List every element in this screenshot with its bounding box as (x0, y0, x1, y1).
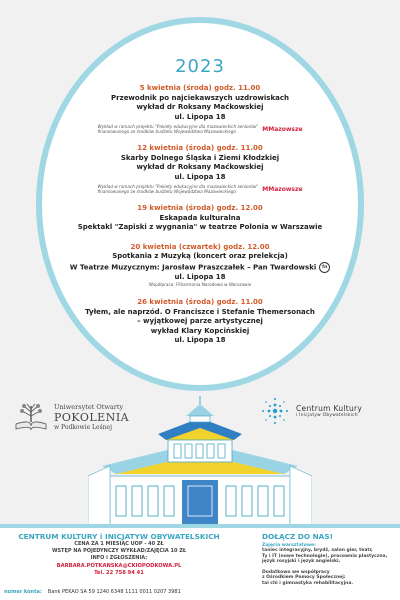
event-lecturer: wykład Klary Kopcińskiej (150, 326, 250, 335)
price-single: WSTĘP NA POJEDYNCZY WYKŁAD/ZAJĘCIA 10 ZŁ (51, 548, 187, 554)
ck-line1: Centrum Kultury (296, 404, 363, 413)
funding-note: Wykład w ramach projektu "Pakiety edukacyjne dla mazowieckich seniorów" finansowanego ze środków budżetu Województwa Mazowieckiego ⅯMazowsze (97, 124, 303, 134)
event-title: Eskapada kulturalna (159, 213, 241, 222)
event-subtitle: W Teatrze Muzycznym: Jarosław Praszczałek – Pan Twardowski fn (50, 262, 350, 273)
uo-line3: w Podkowie Leśnej (54, 424, 112, 431)
event-subtitle: – wyjątkowej parze artystycznej (137, 317, 263, 325)
event-title: Przewodnik po najciekawszych uzdrowiskach (111, 93, 289, 102)
event-address: ul. Lipopa 18 (174, 112, 226, 121)
mazowsze-logo: ⅯMazowsze (262, 125, 303, 133)
event-list (50, 84, 350, 356)
event-item (50, 298, 350, 346)
event-date: 20 kwietnia (czwartek) godz. 12.00 (130, 242, 270, 251)
workshops-heading: Zajęcia warsztatowe: (262, 543, 316, 548)
contact-phone[interactable]: Tel. 22 758 94 41 (94, 570, 144, 576)
footer (0, 524, 400, 600)
ck-line2: i Inicjatyw Obywatelskich (296, 413, 358, 418)
event-item (50, 204, 350, 233)
event-item (50, 144, 350, 194)
event-date: 19 kwietnia (środa) godz. 12.00 (137, 204, 263, 212)
event-date: 26 kwietnia (środa) godz. 11.00 (137, 298, 263, 306)
event-lecturer: wykład dr Roksany Maćkowskiej (136, 103, 264, 111)
info-label: INFO i ZGŁOSZENIA: (90, 555, 148, 561)
footer-join: DOŁĄCZ DO NAS! Zajęcia warsztatowe: taniec integracyjny, brydż, salon gier, teatr, Ty i IT (nowe technologie), pracownia plastyczna, język rosyjski i język angielski. Dodatkowo we współpracy z Ośrodkiem Pomocy Społecznej: tai chi i gimnastyka rehabilitacyjna. (262, 532, 398, 587)
cooperation-note: Współpraca: Filharmonia Narodowa w Warszawie (148, 282, 252, 287)
uo-line2: POKOLENIA (54, 411, 130, 424)
event-lecturer: wykład dr Roksany Maćkowskiej (136, 163, 264, 171)
bank-label: numer konta: (4, 589, 42, 595)
filharmonia-logo-icon: fn (319, 262, 330, 273)
event-title: Skarby Dolnego Śląska i Ziemi Kłodzkiej (120, 153, 280, 162)
event-title: Spotkania z Muzyką (koncert oraz prelekcja) (112, 252, 288, 260)
bank-account (4, 589, 181, 595)
footer-title: CENTRUM KULTURY i INICJATYW OBYWATELSKICH (18, 532, 220, 541)
event-address: ul. Lipopa 18 (174, 172, 226, 181)
event-title: Tyłem, ale naprzód. O Franciszce i Stefanie Themersonach (85, 307, 315, 316)
event-address: ul. Lipopa 18 (174, 336, 226, 344)
cooperation-heading: Dodatkowo we współpracy (262, 569, 330, 575)
event-date: 5 kwietnia (środa) godz. 11.00 (139, 84, 261, 92)
uo-line1: Uniwersytet Otwarty (54, 403, 124, 411)
event-subtitle: Spektakl "Zapiski z wygnania" w teatrze Polonia w Warszawie (77, 223, 323, 231)
footer-contact (2, 532, 236, 576)
tree-book-icon (12, 402, 50, 432)
event-address: ul. Lipopa 18 (174, 272, 226, 281)
event-item (50, 84, 350, 134)
bank-number: Bank PEKAO SA 59 1240 6348 1111 0011 0207 3981 (47, 589, 181, 595)
mazowsze-logo: ⅯMazowsze (262, 185, 303, 193)
contact-email[interactable]: BARBARA.POTKANSKA@CKIOPODKOWA.PL (56, 563, 182, 569)
building-illustration (88, 394, 312, 534)
event-date: 12 kwietnia (środa) godz. 11.00 (137, 144, 263, 152)
funding-note: Wykład w ramach projektu "Pakiety edukacyjne dla mazowieckich seniorów" finansowanego ze środków budżetu Województwa Mazowieckiego ⅯMazowsze (97, 184, 303, 194)
join-title: DOŁĄCZ DO NAS! (262, 532, 333, 541)
year-heading: 2023 (175, 56, 225, 77)
price-monthly: CENA ZA 1 MIESIĄC UOP - 40 ZŁ (74, 541, 164, 547)
event-item (50, 243, 350, 289)
